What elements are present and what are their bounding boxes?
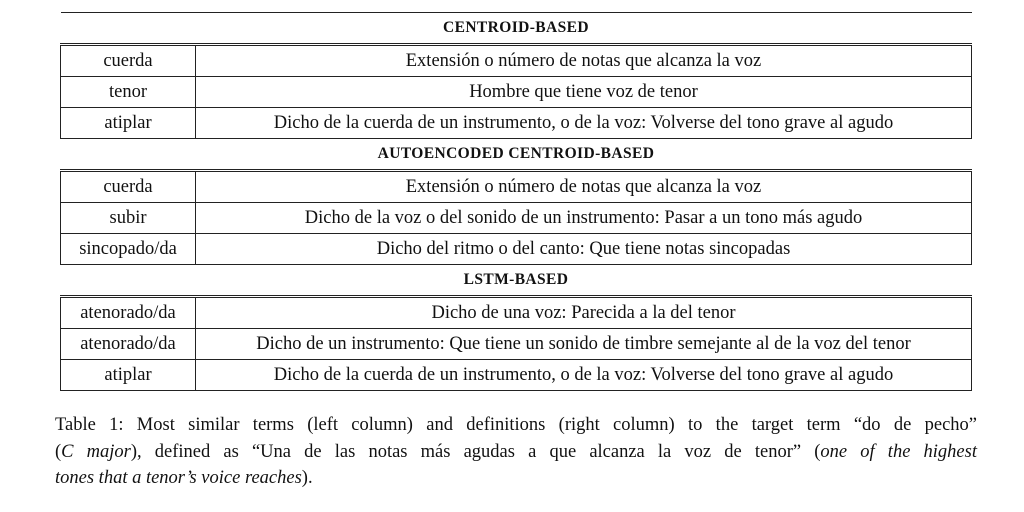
section-header-row bbox=[61, 13, 972, 45]
section-header-autoencoded: AUTOENCODED CENTROID-BASED bbox=[61, 139, 972, 171]
term-cell: atenorado/da bbox=[61, 297, 196, 329]
definition-cell: Dicho de una voz: Parecida a la del tenor bbox=[196, 297, 972, 329]
term-cell: tenor bbox=[61, 77, 196, 108]
section-header-row bbox=[61, 265, 972, 297]
table-row bbox=[61, 171, 972, 203]
caption-italic-c-major: C major bbox=[61, 441, 131, 462]
definition-cell: Extensión o número de notas que alcanza la voz bbox=[196, 45, 972, 77]
section-header-row bbox=[61, 139, 972, 171]
section-header-centroid: CENTROID-BASED bbox=[61, 13, 972, 45]
definition-cell: Dicho de la voz o del sonido de un instrumento: Pasar a un tono más agudo bbox=[196, 203, 972, 234]
term-cell: cuerda bbox=[61, 45, 196, 77]
term-cell: atenorado/da bbox=[61, 329, 196, 360]
definition-cell: Dicho de la cuerda de un instrumento, o de la voz: Volverse del tono grave al agudo bbox=[196, 108, 972, 139]
definition-cell: Dicho de un instrumento: Que tiene un sonido de timbre semejante al de la voz del tenor bbox=[196, 329, 972, 360]
caption-italic-translation-1: one of the highest bbox=[820, 441, 977, 462]
definition-cell: Dicho de la cuerda de un instrumento, o de la voz: Volverse del tono grave al agudo bbox=[196, 360, 972, 391]
term-cell: cuerda bbox=[61, 171, 196, 203]
results-table-container bbox=[60, 12, 972, 391]
table-row bbox=[61, 234, 972, 265]
table-row bbox=[61, 360, 972, 391]
caption-line-3 bbox=[55, 465, 977, 492]
caption-line-2 bbox=[55, 439, 977, 466]
table-row bbox=[61, 45, 972, 77]
caption-line-1: Table 1: Most similar terms (left column) and definitions (right column) to the target term “do de pecho” bbox=[55, 415, 977, 435]
section-header-lstm: LSTM-BASED bbox=[61, 265, 972, 297]
term-cell: sincopado/da bbox=[61, 234, 196, 265]
term-cell: atiplar bbox=[61, 360, 196, 391]
table-row bbox=[61, 203, 972, 234]
table-caption bbox=[55, 412, 977, 492]
table-row bbox=[61, 108, 972, 139]
definition-cell: Dicho del ritmo o del canto: Que tiene notas sincopadas bbox=[196, 234, 972, 265]
caption-paren-open: ( bbox=[55, 441, 62, 462]
term-cell: atiplar bbox=[61, 108, 196, 139]
term-cell: subir bbox=[61, 203, 196, 234]
caption-paren-close: ). bbox=[301, 468, 313, 488]
similar-terms-table bbox=[60, 12, 972, 391]
table-row bbox=[61, 329, 972, 360]
definition-cell: Extensión o número de notas que alcanza la voz bbox=[196, 171, 972, 203]
table-row bbox=[61, 77, 972, 108]
caption-italic-translation-2: tones that a tenor’s voice reaches bbox=[55, 468, 302, 488]
caption-definition-text: ), defined as “Una de las notas más agudas a que alcanza la voz de tenor” ( bbox=[130, 441, 821, 462]
table-row bbox=[61, 297, 972, 329]
definition-cell: Hombre que tiene voz de tenor bbox=[196, 77, 972, 108]
